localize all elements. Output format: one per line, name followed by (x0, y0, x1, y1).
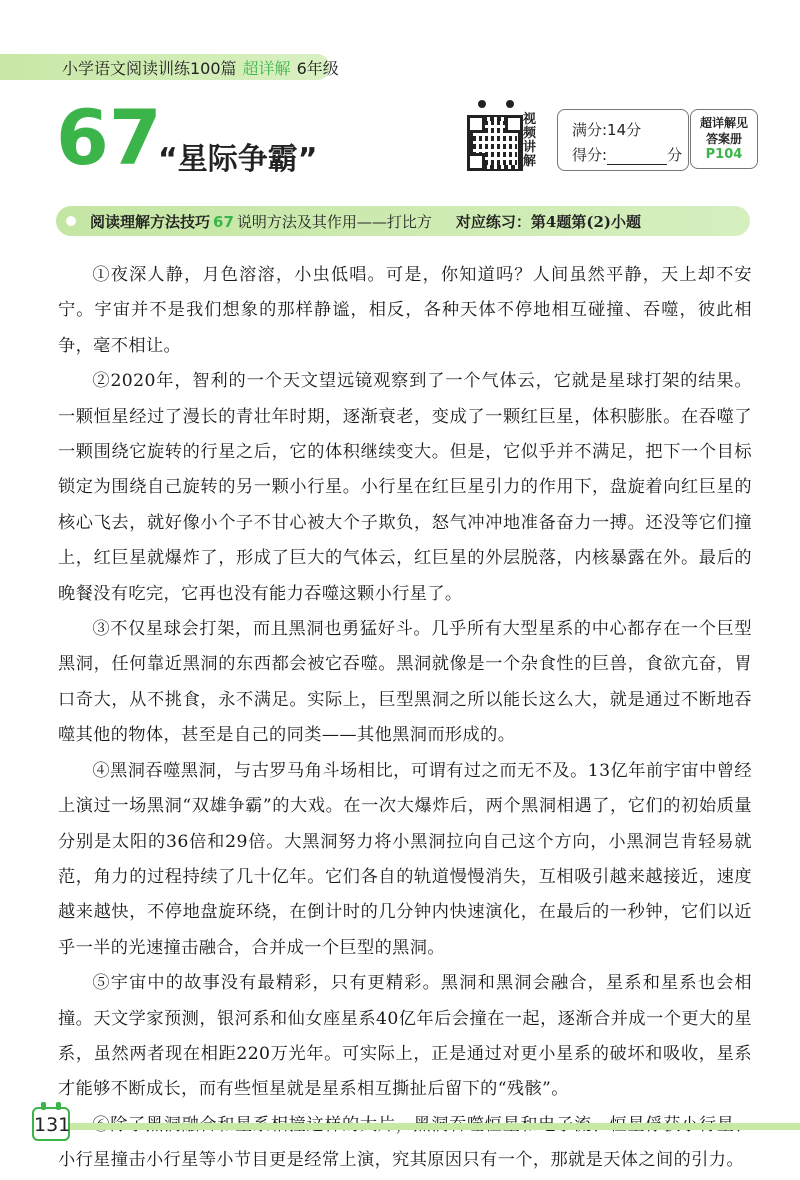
score-box (557, 109, 689, 171)
paragraph-4: ④黑洞吞噬黑洞，与古罗马角斗场相比，可谓有过之而无不及。13亿年前宇宙中曾经上演过一场黑洞“双雄争霸”的大戏。在一次大爆炸后，两个黑洞相遇了，它们的初始质量分别是太阳的36倍和29倍。大黑洞努力将小黑洞拉向自己这个方向，小黑洞岂肯轻易就范，角力的过程持续了几十亿年。它们各自的轨道慢慢消失，互相吸引越来越接近，速度越来越快，不停地盘旋环绕，在倒计时的几分钟内快速演化，在最后的一秒钟，它们以近乎一半的光速撞击融合，合并成一个巨型的黑洞。 (58, 760, 752, 958)
book-grade: 6年级 (296, 59, 339, 78)
paragraph-5: ⑤宇宙中的故事没有最精彩，只有更精彩。黑洞和黑洞会融合，星系和星系也会相撞。天文学家预测，银河系和仙女座星系40亿年后会撞在一起，逐渐合并成一个更大的星系，虽然两者现在相距220万光年。可实际上，正是通过对更小星系的破坏和吸收，星系才能够不断成长，而有些恒星就是星系相互撕扯后留下的“残骸”。 (58, 973, 752, 1100)
qr-finder-icon (505, 115, 523, 133)
score-label: 得分: (572, 146, 608, 164)
method-practice: 对应练习：第4题第(2)小题 (455, 213, 641, 231)
method-topic: 说明方法及其作用——打比方 (236, 213, 432, 231)
method-number: 67 (213, 213, 234, 231)
qr-finder-icon (467, 115, 485, 133)
obtained-score (572, 144, 682, 165)
paragraph-2: ②2020年，智利的一个天文望远镜观察到了一个气体云，它就是星球打架的结果。一颗恒星经过了漫长的青壮年时期，逐渐衰老，变成了一颗红巨星，体积膨胀。在吞噬了一颗围绕它旋转的行星之后，它的体积继续变大。但是，它似乎并不满足，把下一个目标锁定为围绕自己旋转的另一颗小行星。小行星在红巨星引力的作用下，盘旋着向红巨星的核心飞去，就好像小个子不甘心被大个子欺负，怒气冲冲地准备奋力一搏。还没等它们撞上，红巨星就爆炸了，形成了巨大的气体云，红巨星的外层脱落，内核暴露在外。最后的晚餐没有吃完，它再也没有能力吞噬这颗小行星了。 (58, 371, 752, 604)
paragraph-3: ③不仅星球会打架，而且黑洞也勇猛好斗。几乎所有大型星系的中心都存在一个巨型黑洞，任何靠近黑洞的东西都会被它吞噬。黑洞就像是一个杂食性的巨兽，食欲亢奋，胃口奇大，从不挑食，永不满足。实际上，巨型黑洞之所以能长这么大，就是通过不断地吞噬其他的物体，甚至是自己的同类——其他黑洞而形成的。 (58, 619, 752, 746)
book-header (62, 56, 339, 79)
qr-video-label: 视频讲解 (523, 112, 537, 169)
method-lead: 阅读理解方法技巧 (90, 213, 211, 231)
lesson-number: 67 (56, 93, 162, 182)
qr-finder-icon (467, 153, 485, 171)
page-number: 131 (32, 1107, 70, 1141)
paragraph-1: ①夜深人静，月色溶溶，小虫低唱。可是，你知道吗？人间虽然平静，天上却不安宁。宇宙并不是我们想象的那样静谧，相反，各种天体不停地相互碰撞、吞噬，彼此相争，毫不相让。 (58, 265, 752, 356)
answer-ref-page: P104 (705, 147, 743, 162)
lesson-title: “星际争霸” (158, 142, 318, 177)
bullet-dot-icon (66, 216, 76, 226)
qr-code-icon[interactable] (467, 115, 523, 171)
qr-antenna-left-icon (478, 100, 486, 108)
method-banner-text (90, 211, 641, 232)
paragraph-6: 小行星撞击小行星等小节目更是经常上演，究其原因只有一个，那就是天体之间的引力。 (58, 1150, 744, 1171)
book-title: 小学语文阅读训练100篇 (62, 59, 237, 78)
score-unit: 分 (667, 146, 683, 164)
answer-ref-line2: 答案册 (705, 132, 742, 146)
score-blank[interactable] (607, 150, 667, 165)
footer-band (66, 1123, 800, 1130)
article-body (58, 258, 752, 1179)
book-highlight: 超详解 (242, 59, 291, 78)
answer-reference (690, 109, 758, 169)
answer-ref-line1: 超详解见 (699, 116, 748, 130)
qr-antenna-right-icon (506, 100, 514, 108)
full-score: 满分:14分 (572, 121, 642, 139)
